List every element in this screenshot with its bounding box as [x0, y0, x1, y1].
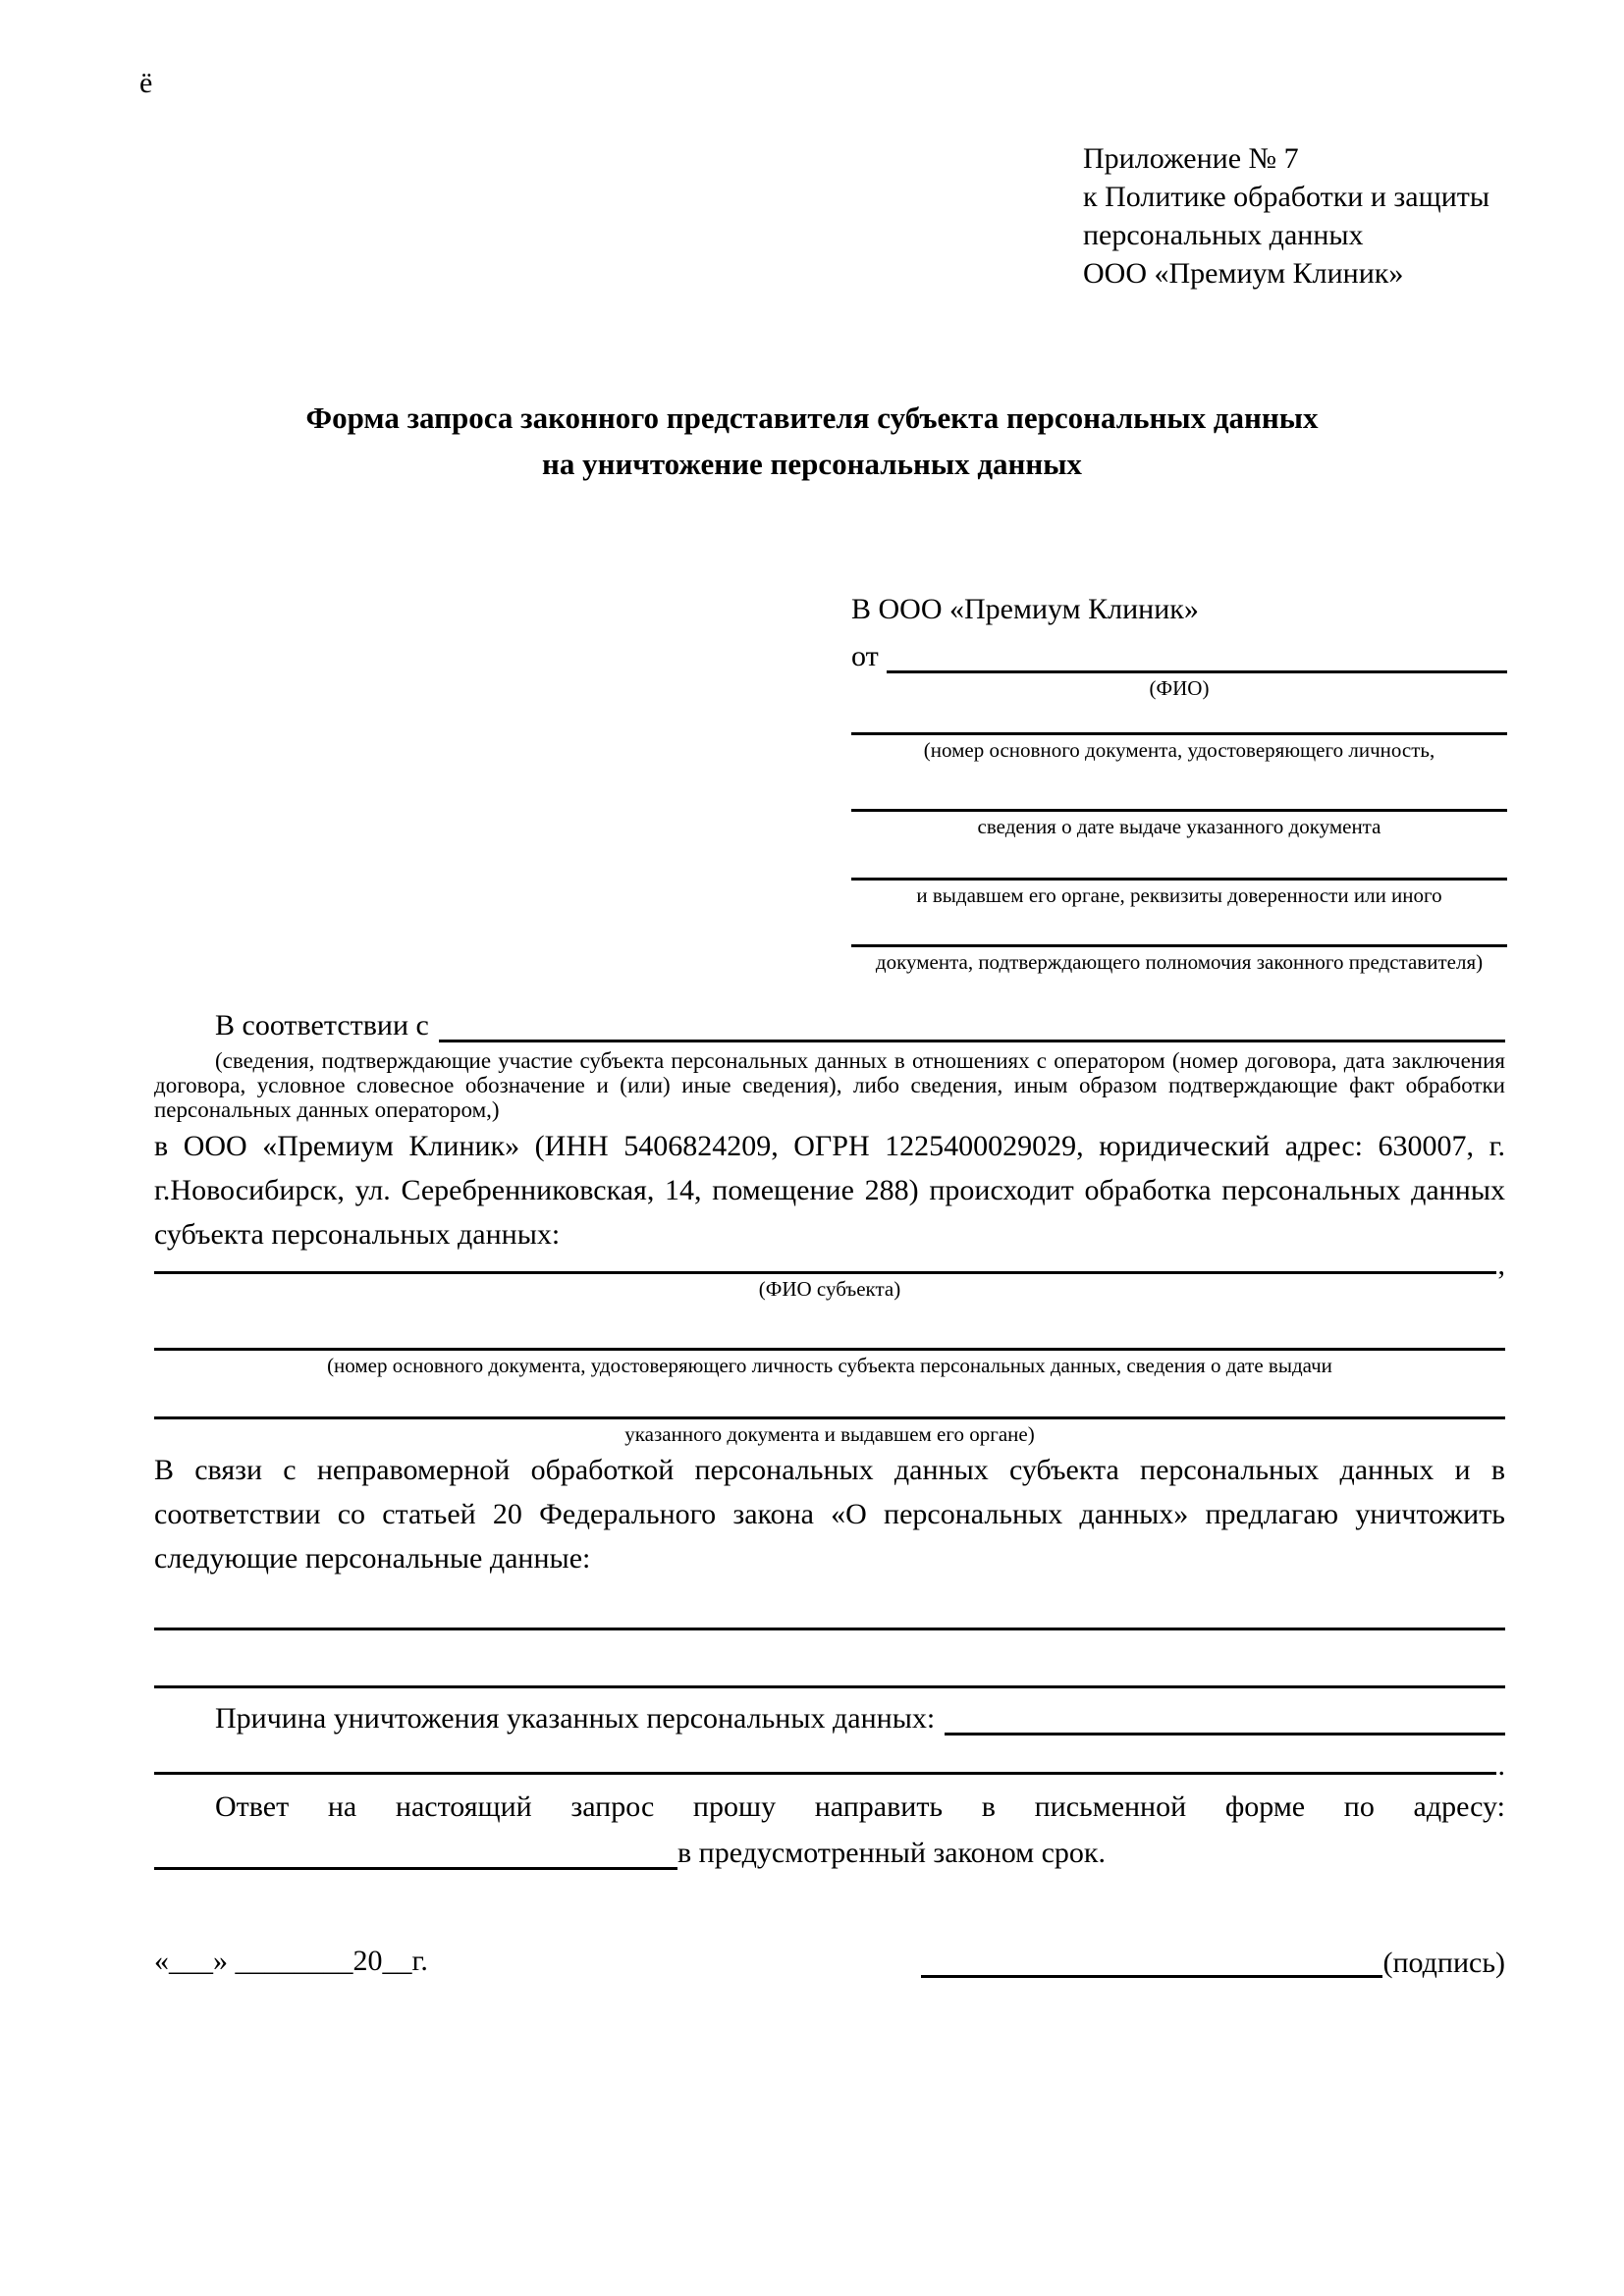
appendix-block	[1083, 139, 1489, 293]
blank-field-line	[851, 838, 1507, 881]
from-label: от	[851, 640, 879, 672]
from-field-row	[851, 630, 1507, 673]
reason-blank-line-2	[154, 1771, 1496, 1775]
signature-field	[921, 1949, 1505, 1978]
according-note: (сведения, подтверждающие участие субъекта персональных данных в отношениях с оператором (номер договора, дата заключения договора, условное словесное обозначение и (или) иные сведения), либо сведения, иным образом подтверждающие факт обработки персональных данных оператором,)	[154, 1048, 1505, 1122]
addressee-block	[851, 589, 1507, 974]
caption-doc-number: (номер основного документа, удостоверяющего личность,	[923, 738, 1435, 762]
caption-fio: (ФИО)	[1149, 676, 1210, 700]
form-title	[136, 395, 1488, 487]
blank-field-line	[851, 700, 1507, 735]
addressee-company: В ООО «Премиум Клиник»	[851, 593, 1199, 625]
reason-field-row	[154, 1688, 1505, 1735]
trailing-period: .	[1497, 1749, 1505, 1782]
signature-caption: (подпись)	[1382, 1947, 1505, 1979]
reply-address-row	[154, 1829, 1505, 1870]
from-blank-line	[887, 669, 1507, 673]
blank-field-line	[154, 1377, 1505, 1419]
trailing-comma: ,	[1497, 1249, 1505, 1281]
fio-subject-field-row	[154, 1249, 1505, 1281]
footer-row	[154, 1945, 1505, 1978]
blank-field-line	[851, 907, 1507, 947]
signature-blank-line	[921, 1974, 1382, 1978]
operator-paragraph: в ООО «Премиум Клиник» (ИНН 5406824209, ОГРН 1225400029029, юридический адрес: 630007, г. г.Новосибирск, ул. Серебренниковская, 14, помещение 288) происходит обработка персональных данных субъекта персональных данных:	[154, 1130, 1505, 1251]
reason-continued-row	[154, 1735, 1505, 1782]
form-body	[154, 1001, 1505, 1978]
date-field: «___» ________20__г.	[154, 1945, 428, 1977]
caption-fio-subject: (ФИО субъекта)	[758, 1277, 901, 1301]
form-title-line: на уничтожение персональных данных	[542, 447, 1082, 481]
reason-label: Причина уничтожения указанных персональных данных:	[215, 1702, 936, 1735]
caption-subject-doc-2: указанного документа и выдавшем его органе)	[624, 1422, 1035, 1446]
fio-subject-blank-line	[154, 1270, 1496, 1274]
address-blank-line	[154, 1866, 677, 1870]
caption-representative-authority: документа, подтверждающего полномочия законного представителя)	[875, 950, 1484, 974]
caption-subject-doc-1: (номер основного документа, удостоверяющего личность субъекта персональных данных, сведения о дате выдачи	[327, 1354, 1332, 1377]
appendix-line: к Политике обработки и защиты	[1083, 181, 1490, 213]
blank-data-line	[154, 1580, 1505, 1630]
appendix-line: Приложение № 7	[1083, 142, 1299, 175]
blank-field-line	[851, 762, 1507, 812]
reply-paragraph: Ответ на настоящий запрос прошу направить в письменной форме по адресу:	[215, 1790, 1505, 1823]
blank-data-line	[154, 1630, 1505, 1688]
reply-tail-text: в предусмотренный законом срок.	[677, 1837, 1106, 1869]
appendix-line: ООО «Премиум Клиник»	[1083, 257, 1404, 290]
blank-field-line	[154, 1301, 1505, 1351]
according-label: В соответствии с	[215, 1009, 429, 1041]
caption-issue-date: сведения о дате выдаче указанного документа	[977, 815, 1381, 838]
according-blank-line	[439, 1039, 1505, 1042]
according-field-row	[154, 1001, 1505, 1042]
form-title-line: Форма запроса законного представителя субъекта персональных данных	[305, 400, 1319, 435]
caption-issuing-authority: и выдавшем его органе, реквизиты доверенности или иного	[916, 883, 1442, 907]
demand-paragraph: В связи с неправомерной обработкой персональных данных субъекта персональных данных и в соответствии со статьей 20 Федерального закона «О персональных данных» предлагаю уничтожить следующие персональные данные:	[154, 1454, 1505, 1575]
stray-char: ё	[139, 67, 153, 99]
appendix-line: персональных данных	[1083, 219, 1364, 251]
reason-blank-line	[945, 1732, 1505, 1735]
